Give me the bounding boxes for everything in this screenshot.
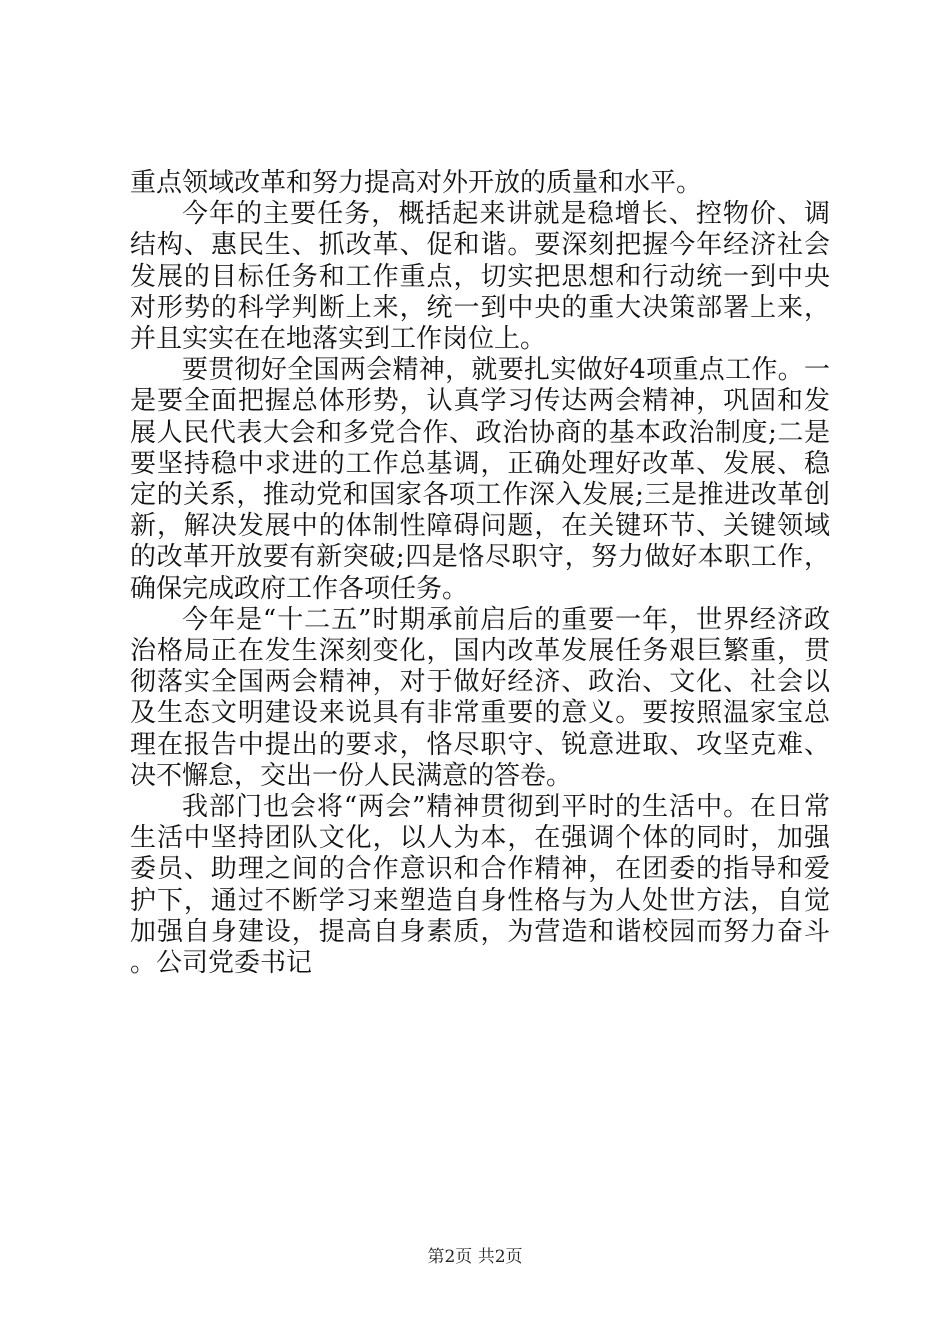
paragraph-4: 今年是“十二五”时期承前启后的重要一年，世界经济政治格局正在发生深刻变化，国内改革发展任务艰巨繁重，贯彻落实全国两会精神，对于做好经济、政治、文化、社会以及生态文明建设来说具有非常重要的意义。要按照温家宝总理在报告中提出的要求，恪尽职守、锐意进取、攻坚克难、决不懈怠，交出一份人民满意的答卷。 [130,604,830,791]
paragraph-3: 要贯彻好全国两会精神，就要扎实做好4项重点工作。一是要全面把握总体形势，认真学习传达两会精神，巩固和发展人民代表大会和多党合作、政治协商的基本政治制度;二是要坚持稳中求进的工作总基调，正确处理好改革、发展、稳定的关系，推动党和国家各项工作深入发展;三是推进改革创新，解决发展中的体制性障碍问题，在关键环节、关键领域的改革开放要有新突破;四是恪尽职守，努力做好本职工作，确保完成政府工作各项任务。 [130,355,830,604]
paragraph-5: 我部门也会将“两会”精神贯彻到平时的生活中。在日常生活中坚持团队文化，以人为本，在强调个体的同时，加强委员、助理之间的合作意识和合作精神，在团委的指导和爱护下，通过不断学习来塑造自身性格与为人处世方法，自觉加强自身建设，提高自身素质，为营造和谐校园而努力奋斗。公司党委书记 [130,792,830,979]
paragraph-1: 重点领域改革和努力提高对外开放的质量和水平。 [130,168,703,198]
document-body [130,168,830,979]
page-number-footer: 第2页 共2页 [427,1247,523,1267]
paragraph-2: 今年的主要任务，概括起来讲就是稳增长、控物价、调结构、惠民生、抓改革、促和谐。要深刻把握今年经济社会发展的目标任务和工作重点，切实把思想和行动统一到中央对形势的科学判断上来，统一到中央的重大决策部署上来，并且实实在在地落实到工作岗位上。 [130,199,830,355]
